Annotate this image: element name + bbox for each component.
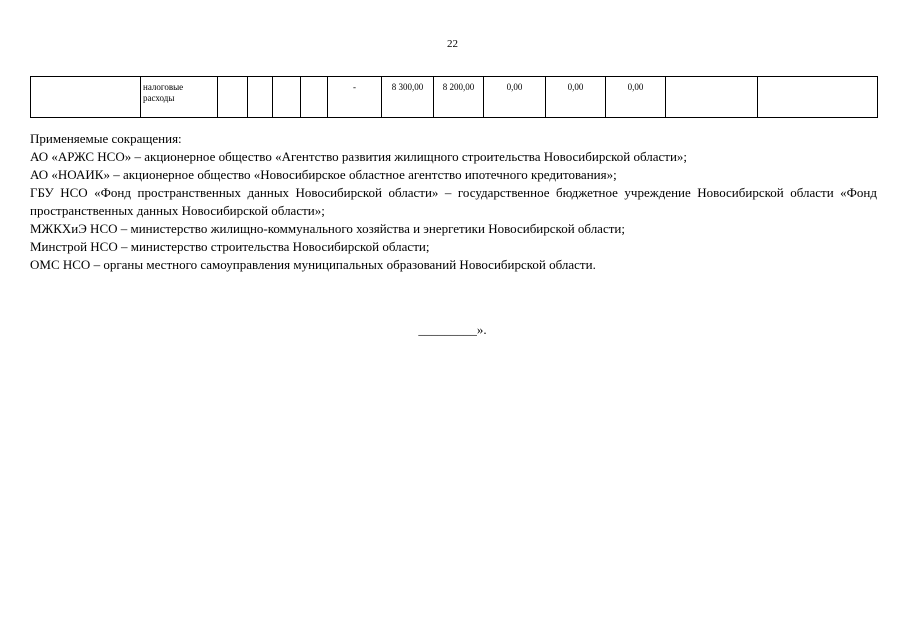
abbreviations-section	[30, 130, 877, 274]
table-cell	[273, 77, 301, 118]
table-cell-label: налоговые расходы	[141, 77, 218, 118]
closing-mark: _________».	[418, 322, 487, 337]
table-cell-dash: -	[328, 77, 382, 118]
abbreviations-heading: Применяемые сокращения:	[30, 131, 182, 146]
abbreviation-item: МЖКХиЭ НСО – министерство жилищно-коммунального хозяйства и энергетики Новосибирской области;	[30, 221, 625, 236]
table-cell	[666, 77, 758, 118]
abbreviation-item: ОМС НСО – органы местного самоуправления муниципальных образований Новосибирской области.	[30, 257, 596, 272]
abbreviation-item: ГБУ НСО «Фонд пространственных данных Новосибирской области» – государственное бюджетное учреждение Новосибирской области «Фонд пространственных данных Новосибирской области»;	[30, 185, 877, 218]
page-number: 22	[447, 38, 458, 50]
table-cell	[31, 77, 141, 118]
table-cell-value: 8 300,00	[382, 77, 434, 118]
table-cell	[248, 77, 273, 118]
table-cell	[301, 77, 328, 118]
table-cell	[758, 77, 878, 118]
abbreviation-item: Минстрой НСО – министерство строительства Новосибирской области;	[30, 239, 430, 254]
table-cell-value: 0,00	[606, 77, 666, 118]
table-cell-value: 0,00	[546, 77, 606, 118]
budget-table	[30, 76, 878, 118]
table-cell-value: 0,00	[484, 77, 546, 118]
abbreviation-item: АО «АРЖС НСО» – акционерное общество «Агентство развития жилищного строительства Новосибирской области»;	[30, 149, 688, 164]
table-cell-value: 8 200,00	[434, 77, 484, 118]
table-cell	[218, 77, 248, 118]
abbreviation-item: АО «НОАИК» – акционерное общество «Новосибирское областное агентство ипотечного кредитования»;	[30, 167, 617, 182]
table-row	[31, 77, 878, 118]
